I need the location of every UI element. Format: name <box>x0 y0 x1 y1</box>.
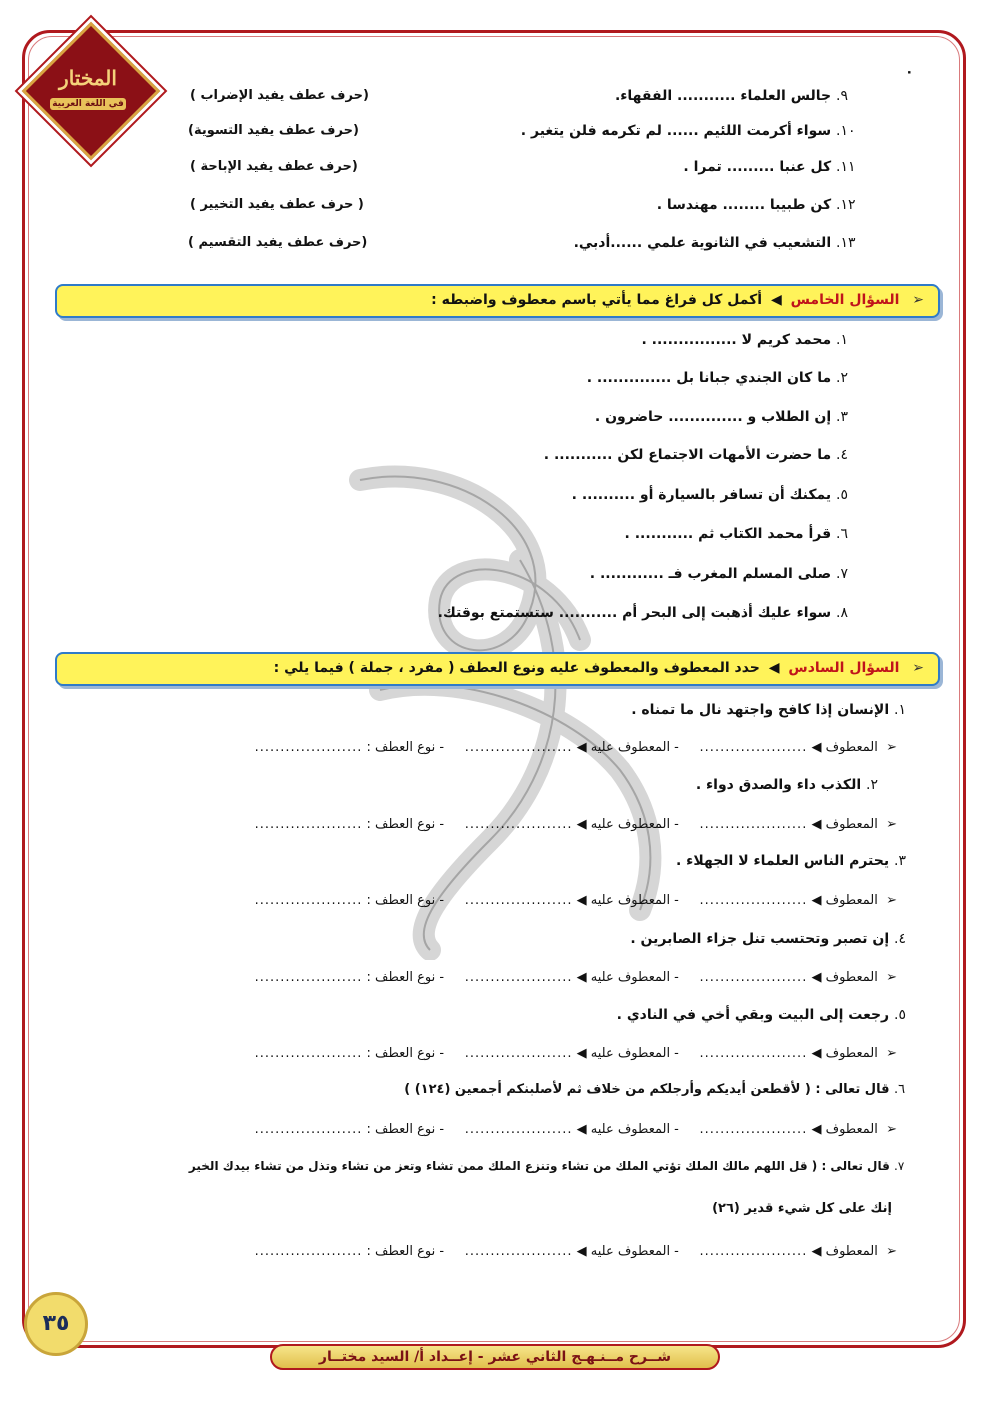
list-item: ١. الإنسان إذا كافح واجتهد نال ما تمناه . <box>631 702 906 718</box>
question-5-label: السؤال الخامس <box>790 292 900 308</box>
item-hint: (حرف عطف يفيد التسوية) <box>188 123 359 138</box>
arrow-left-icon: ◀ <box>768 660 780 676</box>
logo <box>28 28 148 148</box>
check-arrow-icon: ➢ <box>886 893 897 908</box>
logo-subtitle: في اللغة العربية <box>50 98 126 110</box>
question-6-label: السؤال السادس <box>788 660 900 676</box>
list-item: ٣. إن الطلاب و .............. حاضرون . <box>594 409 848 425</box>
question-5-header <box>55 284 940 318</box>
question-5-text: أكمل كل فراغ مما يأتي باسم معطوف واضبطه : <box>431 292 763 308</box>
arrow-left-icon: ◀ <box>576 893 587 908</box>
footer-banner: شــرح مــنـهـج الثاني عشر - إعــداد أ/ السيد مختــار <box>270 1344 720 1370</box>
check-arrow-icon: ➢ <box>912 660 924 676</box>
check-arrow-icon: ➢ <box>912 292 924 308</box>
check-arrow-icon: ➢ <box>886 1244 897 1259</box>
arrow-left-icon: ◀ <box>811 1122 822 1137</box>
list-item: ٢. الكذب داء والصدق دواء . <box>695 777 878 793</box>
answer-line: ➢ المعطوف ◀ ..................... - المعطوف عليه ◀ ..................... - نوع العطف : ..................... <box>254 970 897 985</box>
check-arrow-icon: ➢ <box>886 1046 897 1061</box>
list-item: ٤. إن تصبر وتحتسب تنل جزاء الصابرين . <box>630 931 906 947</box>
arrow-left-icon: ◀ <box>770 292 782 308</box>
item-hint: (حرف عطف يفيد التقسيم ) <box>188 235 368 250</box>
list-item-continuation: إنك على كل شيء قدير (٢٦) <box>712 1201 892 1216</box>
list-item: ١. محمد كريم لا ................ . <box>641 332 848 348</box>
arrow-left-icon: ◀ <box>576 817 587 832</box>
answer-line: ➢ المعطوف ◀ ..................... - المعطوف عليه ◀ ..................... - نوع العطف : ..................... <box>254 1244 897 1259</box>
check-arrow-icon: ➢ <box>886 740 897 755</box>
list-item: ٦. قال تعالى : ( لأقطعن أيديكم وأرجلكم من خلاف ثم لأصلبنكم أجمعين (١٢٤) ) <box>404 1082 906 1097</box>
answer-line: ➢ المعطوف ◀ ..................... - المعطوف عليه ◀ ..................... - نوع العطف : ..................... <box>254 893 897 908</box>
logo-diamond <box>22 22 161 161</box>
check-arrow-icon: ➢ <box>886 970 897 985</box>
arrow-left-icon: ◀ <box>576 1122 587 1137</box>
check-arrow-icon: ➢ <box>886 1122 897 1137</box>
arrow-left-icon: ◀ <box>576 740 587 755</box>
list-item: ٥. يمكنك أن تسافر بالسيارة أو .......... . <box>571 487 848 503</box>
arrow-left-icon: ◀ <box>811 893 822 908</box>
list-item: ٦. قرأ محمد الكتاب ثم ........... . <box>624 526 848 542</box>
answer-line: ➢ المعطوف ◀ ..................... - المعطوف عليه ◀ ..................... - نوع العطف : ..................... <box>254 1046 897 1061</box>
list-item: ١٢. كن طبيبا ........ مهندسا . <box>656 197 856 213</box>
answer-line: ➢ المعطوف ◀ ..................... - المعطوف عليه ◀ ..................... - نوع العطف : ..................... <box>254 1122 897 1137</box>
list-item: ٢. ما كان الجندي جبانا بل .............. . <box>586 370 848 386</box>
logo-title: المختار <box>59 66 117 90</box>
list-item: ٨. سواء عليك أذهبت إلى البحر أم ........... ستستمتع بوقتك. <box>437 605 848 621</box>
arrow-left-icon: ◀ <box>576 1244 587 1259</box>
arrow-left-icon: ◀ <box>576 1046 587 1061</box>
watermark-calligraphy-icon <box>320 440 700 960</box>
arrow-left-icon: ◀ <box>811 817 822 832</box>
answer-line: ➢ المعطوف ◀ ..................... - المعطوف عليه ◀ ..................... - نوع العطف : ..................... <box>254 817 897 832</box>
arrow-left-icon: ◀ <box>811 1046 822 1061</box>
question-6-text: حدد المعطوف والمعطوف عليه ونوع العطف ( مفرد ، جملة ) فيما يلي : <box>273 660 760 676</box>
top-dot: ٠ <box>905 64 914 80</box>
list-item: ٩. جالس العلماء ........... الفقهاء. <box>614 88 848 104</box>
item-hint: (حرف عطف يفيد الإباحة ) <box>190 159 358 174</box>
list-item: ١٠. سواء أكرمت اللئيم ...... لم تكرمه فلن يتغير . <box>520 123 856 139</box>
list-item: ٧. صلى المسلم المغرب فـ ............ . <box>589 566 848 582</box>
list-item: ٤. ما حضرت الأمهات الاجتماع لكن ........... . <box>543 447 848 463</box>
list-item: ٣. يحترم الناس العلماء لا الجهلاء . <box>675 853 906 869</box>
arrow-left-icon: ◀ <box>811 740 822 755</box>
list-item: ١١. كل عنبا ......... تمرا . <box>683 159 856 175</box>
list-item: ١٣. التشعيب في الثانوية علمي ......أدبي. <box>573 235 856 251</box>
item-hint: ( حرف عطف يفيد التخيير ) <box>190 197 364 212</box>
item-hint: (حرف عطف يفيد الإضراب ) <box>190 88 369 103</box>
page-number: ٣٥ <box>24 1292 88 1356</box>
arrow-left-icon: ◀ <box>576 970 587 985</box>
arrow-left-icon: ◀ <box>811 1244 822 1259</box>
arrow-left-icon: ◀ <box>811 970 822 985</box>
list-item: ٥. رجعت إلى البيت وبقي أخي في النادي . <box>616 1007 906 1023</box>
answer-line: ➢ المعطوف ◀ ..................... - المعطوف عليه ◀ ..................... - نوع العطف : ..................... <box>254 740 897 755</box>
list-item: ٧. قال تعالى : ( قل اللهم مالك الملك تؤتي الملك من تشاء وتنزع الملك ممن تشاء وتعز من تشاء وتذل من تشاء بيدك الخير <box>188 1159 905 1173</box>
check-arrow-icon: ➢ <box>886 817 897 832</box>
question-6-header <box>55 652 940 686</box>
